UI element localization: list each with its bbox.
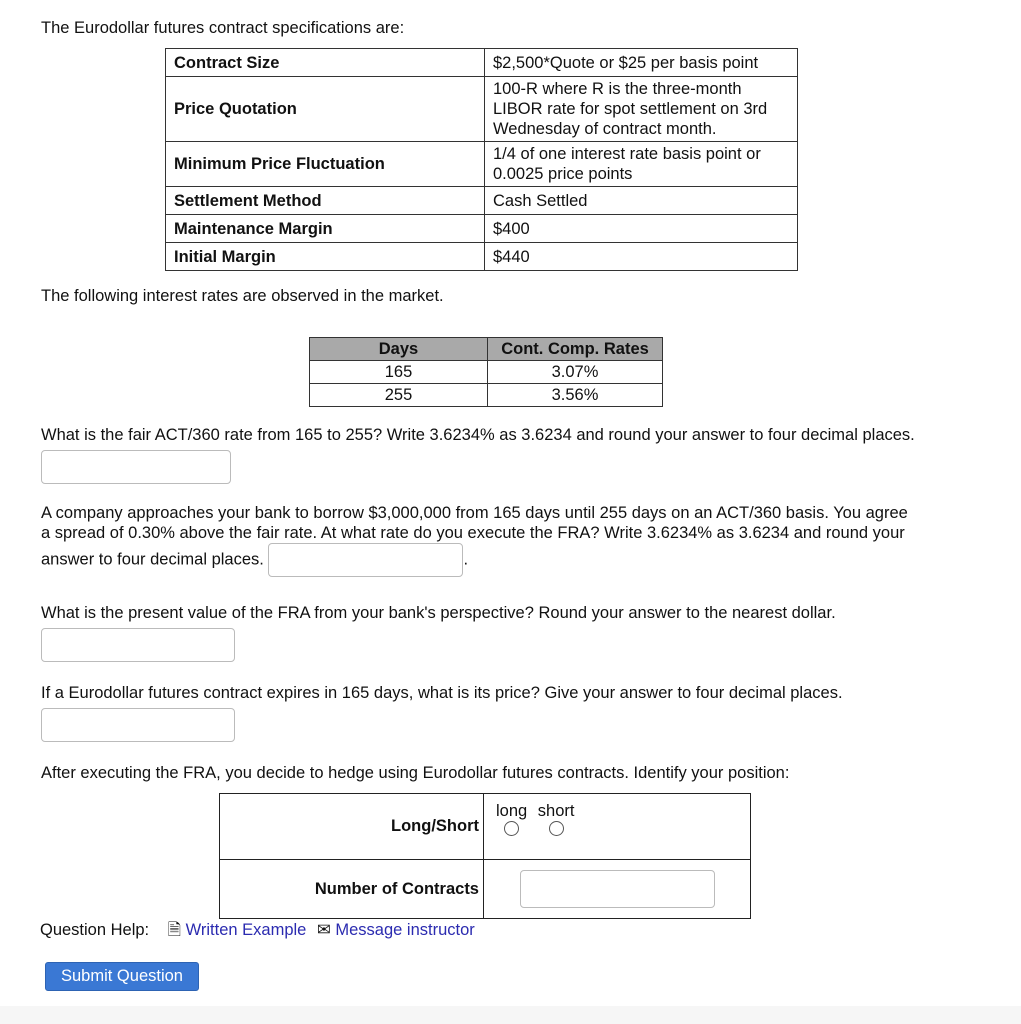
fra-rate-input[interactable] [268,543,463,577]
question-help [40,918,475,946]
spec-value: $440 [485,243,798,271]
period: . [463,550,469,569]
table-row [166,142,798,187]
question-text: What is the present value of the FRA from your bank's perspective? Round your answer to the nearest dollar. [41,604,836,622]
question-1 [41,420,921,484]
written-example-link[interactable]: Written Example [185,921,307,939]
spec-value: $2,500*Quote or $25 per basis point [485,49,798,77]
short-label: short [537,802,575,820]
table-row [310,384,663,407]
cell: 165 [310,361,488,384]
header-days: Days [310,338,488,361]
cell: 255 [310,384,488,407]
spec-key: Price Quotation [166,77,485,142]
long-option[interactable] [496,802,527,841]
cell: 3.56% [488,384,663,407]
message-instructor-link[interactable]: Message instructor [335,921,475,939]
table-row [166,187,798,215]
spec-key: Initial Margin [166,243,485,271]
cell: 3.07% [488,361,663,384]
table-row [220,860,751,919]
question-2 [41,503,921,577]
table-row [166,77,798,142]
hedge-table [219,793,751,919]
long-short-label: Long/Short [220,794,484,860]
spec-value: 1/4 of one interest rate basis point or 0.0025 price points [485,142,798,187]
help-label: Question Help: [40,921,150,939]
futures-price-input[interactable] [41,708,235,742]
question-4 [41,678,921,742]
table-row [166,243,798,271]
spec-value: 100-R where R is the three-month LIBOR rate for spot settlement on 3rd Wednesday of contract month. [485,77,798,142]
pv-input[interactable] [41,628,235,662]
fair-rate-input[interactable] [41,450,231,484]
table-row [310,361,663,384]
submit-question-button[interactable]: Submit Question [45,962,199,991]
table-row [166,215,798,243]
long-radio[interactable] [504,821,519,836]
footer-bar [0,1006,1021,1024]
spec-key: Contract Size [166,49,485,77]
rates-intro: The following interest rates are observed in the market. [41,287,444,305]
num-contracts-label: Number of Contracts [220,860,484,919]
document-icon: 🗎 [167,921,182,939]
question-text: If a Eurodollar futures contract expires in 165 days, what is its price? Give your answer to four decimal places. [41,684,843,702]
spec-value: $400 [485,215,798,243]
table-row [220,794,751,860]
rates-table [309,337,663,407]
envelope-icon: ✉ [316,921,331,939]
question-text: What is the fair ACT/360 rate from 165 to 255? Write 3.6234% as 3.6234 and round your answer to four decimal places. [41,426,915,444]
spec-key: Minimum Price Fluctuation [166,142,485,187]
header-rates: Cont. Comp. Rates [488,338,663,361]
long-label: long [496,802,528,820]
spec-key: Maintenance Margin [166,215,485,243]
question-3 [41,598,921,662]
table-row [166,49,798,77]
question-text: A company approaches your bank to borrow $3,000,000 from 165 days until 255 days on an ACT/360 basis. You agree a spread of 0.30% above the fair rate. At what rate do you execute the FRA? Write 3.6234% as 3.6234 and round your answer to four decimal places. [41,504,908,569]
specs-table [165,48,798,271]
short-radio[interactable] [549,821,564,836]
question-5: After executing the FRA, you decide to hedge using Eurodollar futures contracts. Identify your position: [41,764,790,782]
spec-key: Settlement Method [166,187,485,215]
num-contracts-input[interactable] [520,870,715,908]
short-option[interactable] [538,802,575,841]
spec-value: Cash Settled [485,187,798,215]
intro-text: The Eurodollar futures contract specifications are: [41,19,405,37]
